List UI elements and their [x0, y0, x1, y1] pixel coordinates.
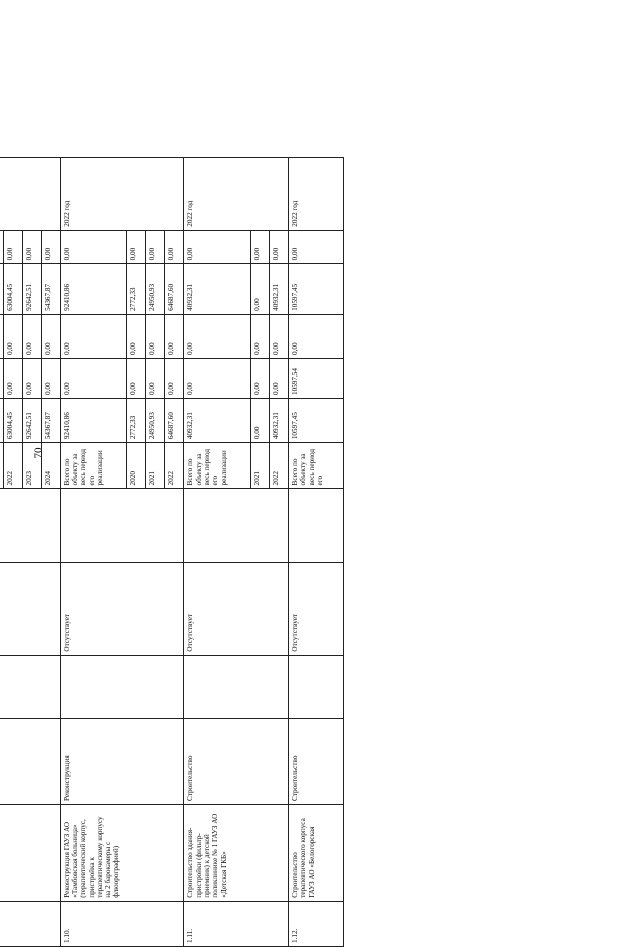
- cell-value: 0,00: [127, 359, 146, 399]
- cell-number: 1.12.: [289, 901, 344, 946]
- cell-value: 63004,45: [3, 264, 22, 314]
- cell-value: 63004,45: [3, 398, 22, 442]
- cell-object-name: Строительство терапевтического корпуса ГАУЗ АО «Белогорская: [289, 804, 344, 901]
- cell-value: 2772,33: [127, 264, 146, 314]
- cell-empty: [289, 655, 344, 718]
- cell-value: 0,00: [251, 359, 270, 399]
- cell-value: 0,00: [165, 314, 184, 358]
- cell-value: 64687,60: [165, 398, 184, 442]
- table-row: [289, 158, 344, 947]
- cell-expertise: Отсутствует: [289, 563, 344, 656]
- cell-empty: [289, 489, 344, 563]
- cell-period: 2022: [165, 443, 184, 489]
- cell-value: 0,00: [251, 314, 270, 358]
- cell-completion-year: 2022 год: [184, 158, 289, 231]
- funding-table: [0, 157, 344, 947]
- cell-value: 0,00: [3, 359, 22, 399]
- cell-value: 0,00: [289, 230, 344, 264]
- cell-value: 92642,51: [22, 264, 41, 314]
- cell-value: 10597,45: [289, 398, 344, 442]
- cell-value: 0,00: [270, 314, 289, 358]
- cell-period: Всего по объекту за весь период его: [289, 443, 344, 489]
- cell-value: 92410,86: [60, 398, 127, 442]
- cell-expertise: [0, 563, 60, 656]
- cell-value: 0,00: [41, 314, 60, 358]
- cell-value: 92642,51: [22, 398, 41, 442]
- cell-value: 54367,87: [41, 264, 60, 314]
- cell-object-name: Реконструкция ГАУЗ АО «Тамбовская больница» (терапевтический корпус, пристройка к терапевтическому корпусу на 2 барокамеры с флюорографией): [60, 804, 184, 901]
- cell-period: 2023: [22, 443, 41, 489]
- cell-value: 0,00: [251, 264, 270, 314]
- cell-value: 0,00: [60, 230, 127, 264]
- cell-value: 0,00: [184, 314, 251, 358]
- cell-value: 0,00: [22, 314, 41, 358]
- cell-period: 2021: [146, 443, 165, 489]
- cell-value: 0,00: [3, 230, 22, 264]
- cell-completion-year: [0, 158, 60, 231]
- cell-value: 0,00: [41, 230, 60, 264]
- cell-value: 0,00: [146, 230, 165, 264]
- cell-value: 0,00: [289, 314, 344, 358]
- cell-value: 40932,31: [184, 264, 251, 314]
- cell-value: 2772,33: [127, 398, 146, 442]
- cell-value: 0,00: [165, 230, 184, 264]
- cell-empty: [0, 489, 60, 563]
- cell-value: 24950,93: [146, 264, 165, 314]
- cell-expertise: Отсутствует: [184, 563, 289, 656]
- cell-value: 0,00: [60, 359, 127, 399]
- cell-period: 2020: [127, 443, 146, 489]
- cell-completion-year: 2022 год: [60, 158, 184, 231]
- cell-period: 2022: [270, 443, 289, 489]
- cell-completion-year: 2022 год: [289, 158, 344, 231]
- table-row: [60, 158, 127, 947]
- cell-period: 2024: [41, 443, 60, 489]
- cell-period: Всего по объекту за весь период его реализации: [60, 443, 127, 489]
- cell-value: 0,00: [251, 230, 270, 264]
- cell-empty: [60, 655, 184, 718]
- cell-work-type: [0, 718, 60, 804]
- cell-value: 0,00: [127, 314, 146, 358]
- cell-object-name: [0, 804, 60, 901]
- cell-object-name: Строительство здания-пристройки (фильтр-приемник) к детской поликлинике № 1 ГАУЗ АО «Детская ГКБ»: [184, 804, 289, 901]
- cell-period: 2021: [251, 443, 270, 489]
- cell-work-type: Строительство: [289, 718, 344, 804]
- cell-value: 0,00: [184, 359, 251, 399]
- cell-value: 10597,45: [289, 264, 344, 314]
- cell-value: 0,00: [184, 230, 251, 264]
- cell-empty: [184, 655, 289, 718]
- cell-value: 0,00: [270, 230, 289, 264]
- cell-number: 1.11.: [184, 901, 289, 946]
- cell-value: 92410,86: [60, 264, 127, 314]
- cell-value: 0,00: [22, 230, 41, 264]
- cell-empty: [0, 655, 60, 718]
- cell-number: 1.10.: [60, 901, 184, 946]
- cell-value: 0,00: [270, 359, 289, 399]
- cell-value: 54367,87: [41, 398, 60, 442]
- cell-value: 0,00: [3, 314, 22, 358]
- cell-expertise: Отсутствует: [60, 563, 184, 656]
- table-row: [184, 158, 251, 947]
- cell-value: 0,00: [146, 314, 165, 358]
- cell-value: 64687,60: [165, 264, 184, 314]
- cell-value: 10597,54: [289, 359, 344, 399]
- cell-work-type: Строительство: [184, 718, 289, 804]
- cell-value: 0,00: [146, 359, 165, 399]
- cell-value: 0,00: [22, 359, 41, 399]
- cell-value: 0,00: [127, 230, 146, 264]
- cell-value: 0,00: [41, 359, 60, 399]
- cell-value: 0,00: [251, 398, 270, 442]
- cell-value: 24950,93: [146, 398, 165, 442]
- cell-empty: [184, 489, 289, 563]
- cell-value: 40932,31: [270, 398, 289, 442]
- cell-value: 40932,31: [184, 398, 251, 442]
- cell-work-type: Реконструкция: [60, 718, 184, 804]
- page-number: 70: [32, 447, 45, 459]
- cell-number: [0, 901, 60, 946]
- cell-empty: [60, 489, 184, 563]
- cell-period: Всего по объекту за весь период его реализации: [184, 443, 251, 489]
- funding-table-rotated: [0, 157, 344, 947]
- cell-period: 2022: [3, 443, 22, 489]
- cell-value: 0,00: [165, 359, 184, 399]
- cell-value: 0,00: [60, 314, 127, 358]
- cell-value: 40932,31: [270, 264, 289, 314]
